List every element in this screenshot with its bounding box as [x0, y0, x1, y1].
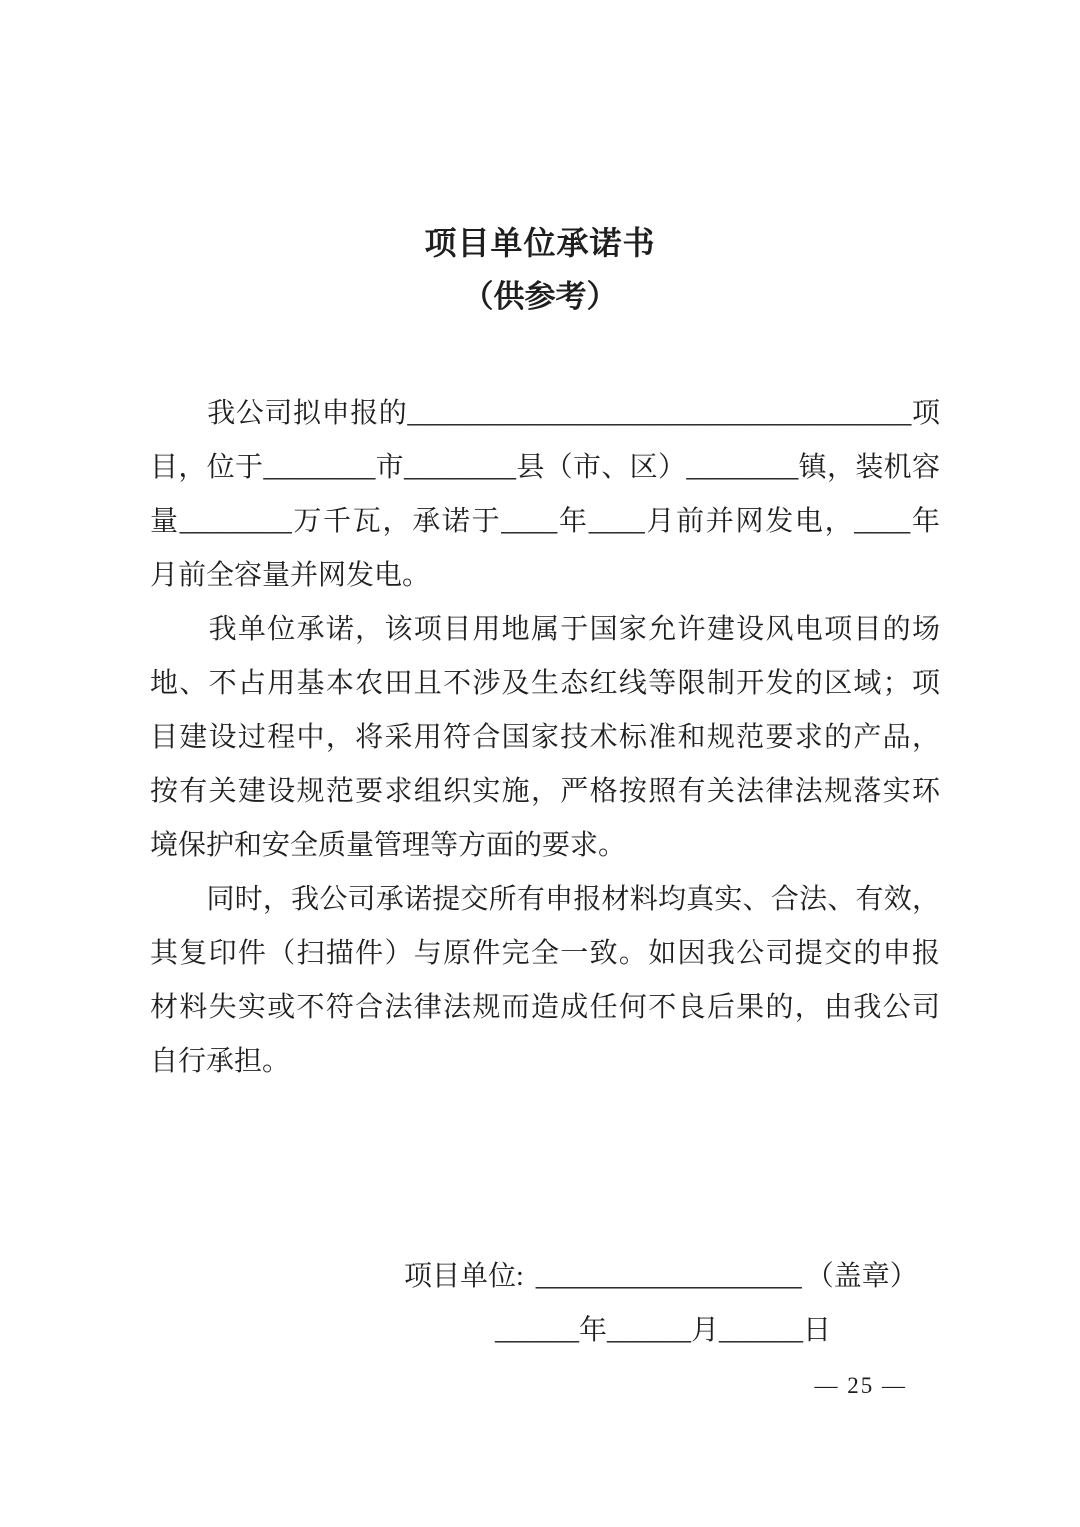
signature-block [150, 1250, 1010, 1358]
body-line: 月前全容量并网发电。 [150, 560, 431, 591]
body-line: 材料失实或不符合法律法规而造成任何不良后果的，由我公司 [150, 992, 940, 1023]
signature-label: 项目单位: [404, 1261, 524, 1292]
document-title: 项目单位承诺书 [424, 225, 656, 261]
body-line: 目，位于________市________县（市、区）________镇，装机容 [150, 452, 940, 483]
body-line: 量________万千瓦，承诺于____年____月前并网发电，____年 [150, 506, 940, 537]
document-subtitle: （供参考） [462, 279, 618, 314]
body-line: 我单位承诺，该项目用地属于国家允许建设风电项目的场 [150, 614, 940, 645]
signature-row [150, 1250, 1010, 1304]
body-line: 境保护和安全质量管理等方面的要求。 [150, 830, 627, 861]
body-line: 按有关建设规范要求组织实施，严格按照有关法律法规落实环 [150, 776, 940, 807]
document-body [150, 387, 940, 1089]
body-line: 目建设过程中，将采用符合国家技术标准和规范要求的产品， [150, 722, 940, 753]
signature-date-line: ______年______月______日 [495, 1315, 832, 1346]
body-line: 地、不占用基本农田且不涉及生态红线等限制开发的区域；项 [150, 668, 940, 699]
body-line: 其复印件（扫描件）与原件完全一致。如因我公司提交的申报 [150, 938, 940, 969]
signature-blank-line: ___________________ [535, 1261, 802, 1292]
body-line: 同时，我公司承诺提交所有申报材料均真实、合法、有效， [150, 884, 940, 915]
body-line: 自行承担。 [150, 1046, 291, 1077]
page-number: — 25 — [814, 1373, 907, 1398]
signature-seal-label: （盖章） [805, 1261, 918, 1292]
body-line: 我公司拟申报的____________________________________项 [150, 398, 940, 429]
